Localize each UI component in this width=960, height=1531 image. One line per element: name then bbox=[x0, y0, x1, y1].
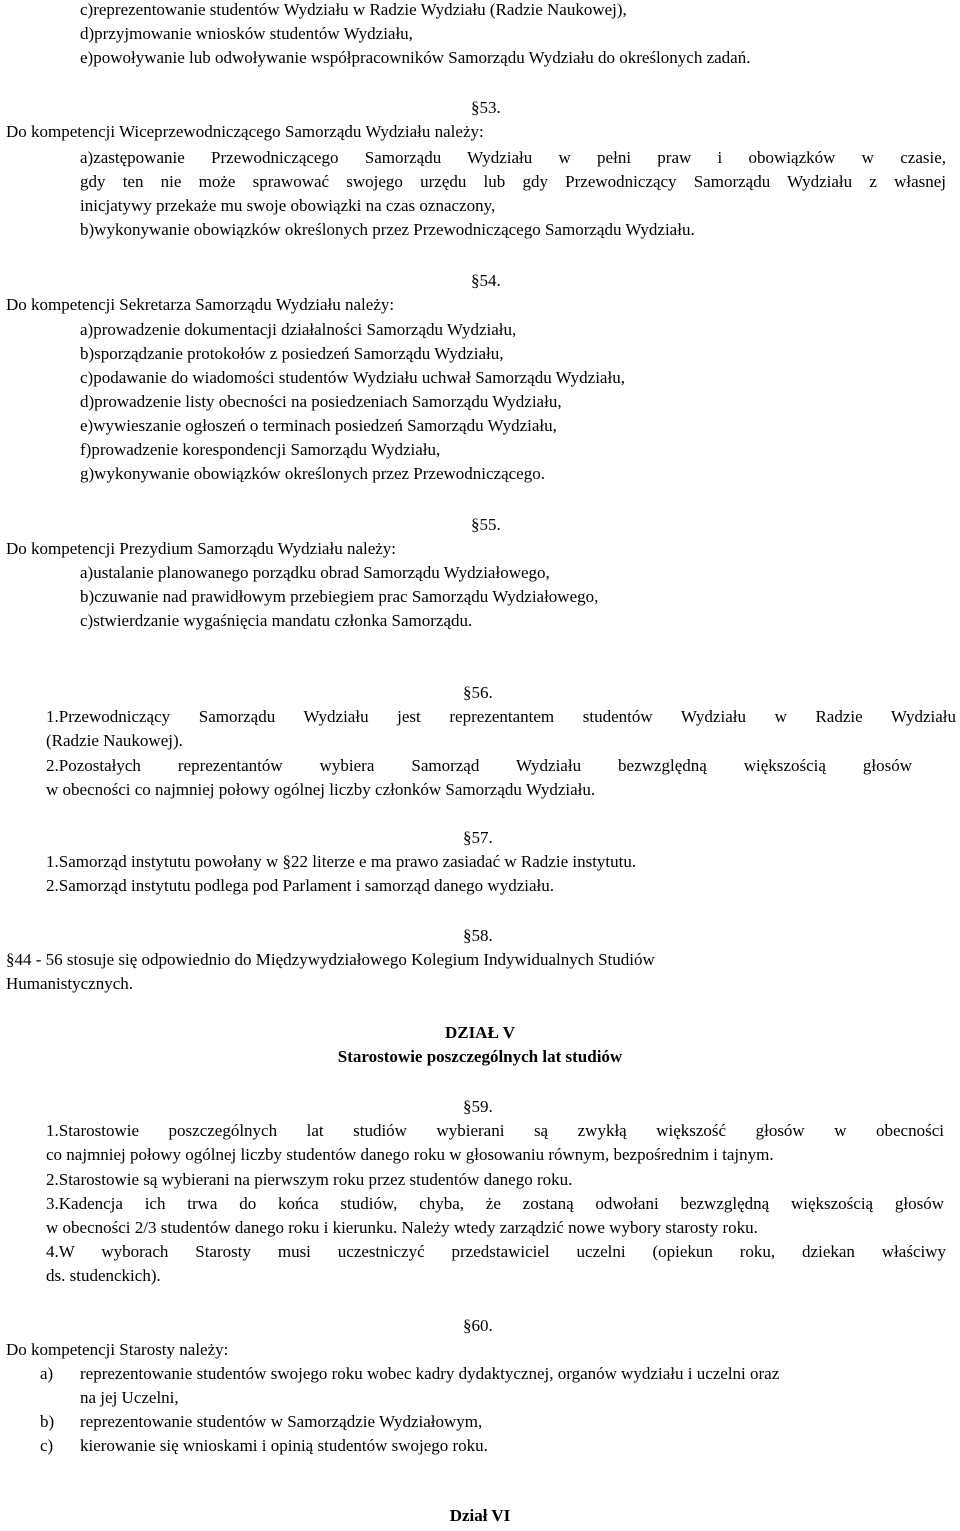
paragraph: §44 - 56 stosuje się odpowiednio do Międzywydziałowego Kolegium Indywidualnych Studiów bbox=[6, 950, 655, 969]
list-item: kierowanie się wnioskami i opinią studentów swojego roku. bbox=[80, 1436, 488, 1455]
paragraph: 2.Pozostałych reprezentantów wybiera Samorząd Wydziału bezwzględną większością głosów bbox=[46, 756, 912, 775]
list-item-continuation: gdy ten nie może sprawować swojego urzędu lub gdy Przewodniczący Samorządu Wydziału z własnej bbox=[80, 172, 946, 191]
list-item: reprezentowanie studentów w Samorządzie Wydziałowym, bbox=[80, 1412, 483, 1431]
part-title: Dział VI bbox=[449, 1506, 511, 1525]
list-item: a)zastępowanie Przewodniczącego Samorządu Wydziału w pełni praw i obowiązków w czasie, bbox=[80, 148, 946, 167]
section-intro: Do kompetencji Sekretarza Samorządu Wydziału należy: bbox=[6, 295, 395, 314]
list-item-continuation: inicjatywy przekaże mu swoje obowiązki na czas oznaczony, bbox=[80, 196, 496, 215]
section-heading-60: §60. bbox=[463, 1316, 493, 1335]
list-item: b)wykonywanie obowiązków określonych przez Przewodniczącego Samorządu Wydziału. bbox=[80, 220, 695, 239]
paragraph: 4.W wyborach Starosty musi uczestniczyć przedstawiciel uczelni (opiekun roku, dziekan właściwy bbox=[46, 1242, 946, 1261]
section-heading-54: §54. bbox=[471, 271, 501, 290]
list-item: e)wywieszanie ogłoszeń o terminach posiedzeń Samorządu Wydziału, bbox=[80, 416, 557, 435]
paragraph: 1.Przewodniczący Samorządu Wydziału jest reprezentantem studentów Wydziału w Radzie Wydziału bbox=[46, 707, 956, 726]
list-item-continuation: na jej Uczelni, bbox=[80, 1388, 179, 1407]
list-item: a)ustalanie planowanego porządku obrad Samorządu Wydziałowego, bbox=[80, 563, 550, 582]
section-heading-58: §58. bbox=[463, 926, 493, 945]
list-item: b)sporządzanie protokołów z posiedzeń Samorządu Wydziału, bbox=[80, 344, 504, 363]
paragraph: 1.Starostowie poszczególnych lat studiów wybierani są zwykłą większość głosów w obecności bbox=[46, 1121, 944, 1140]
section-heading-56: §56. bbox=[463, 683, 493, 702]
paragraph-continuation: ds. studenckich). bbox=[46, 1266, 161, 1285]
list-marker: a) bbox=[40, 1364, 54, 1383]
paragraph-continuation: Humanistycznych. bbox=[6, 974, 133, 993]
paragraph-continuation: co najmniej połowy ogólnej liczby studentów danego roku w głosowaniu równym, bezpośrednim i tajnym. bbox=[46, 1145, 774, 1164]
section-heading-53: §53. bbox=[471, 98, 501, 117]
paragraph: 2.Samorząd instytutu podlega pod Parlament i samorząd danego wydziału. bbox=[46, 876, 554, 895]
paragraph-continuation: w obecności 2/3 studentów danego roku i kierunku. Należy wtedy zarządzić nowe wybory starosty roku. bbox=[46, 1218, 758, 1237]
paragraph-continuation: (Radzie Naukowej). bbox=[46, 731, 183, 750]
list-item: c)stwierdzanie wygaśnięcia mandatu członka Samorządu. bbox=[80, 611, 473, 630]
paragraph: 3.Kadencja ich trwa do końca studiów, chyba, że zostaną odwołani bezwzględną większością głosów bbox=[46, 1194, 944, 1213]
list-item: d)przyjmowanie wniosków studentów Wydziału, bbox=[80, 24, 413, 43]
section-intro: Do kompetencji Prezydium Samorządu Wydziału należy: bbox=[6, 539, 397, 558]
list-item: reprezentowanie studentów swojego roku wobec kadry dydaktycznej, organów wydziału i uczelni oraz bbox=[80, 1364, 780, 1383]
list-item: e)powoływanie lub odwoływanie współpracowników Samorządu Wydziału do określonych zadań. bbox=[80, 48, 751, 67]
part-title: DZIAŁ V bbox=[444, 1023, 516, 1042]
list-item: c)podawanie do wiadomości studentów Wydziału uchwał Samorządu Wydziału, bbox=[80, 368, 625, 387]
list-item: a)prowadzenie dokumentacji działalności Samorządu Wydziału, bbox=[80, 320, 517, 339]
section-heading-59: §59. bbox=[463, 1097, 493, 1116]
list-marker: b) bbox=[40, 1412, 55, 1431]
list-marker: c) bbox=[40, 1436, 54, 1455]
list-item: b)czuwanie nad prawidłowym przebiegiem prac Samorządu Wydziałowego, bbox=[80, 587, 599, 606]
section-heading-57: §57. bbox=[463, 828, 493, 847]
section-intro: Do kompetencji Starosty należy: bbox=[6, 1340, 229, 1359]
list-item: c)reprezentowanie studentów Wydziału w Radzie Wydziału (Radzie Naukowej), bbox=[80, 0, 627, 19]
paragraph: 1.Samorząd instytutu powołany w §22 literze e ma prawo zasiadać w Radzie instytutu. bbox=[46, 852, 637, 871]
part-subtitle: Starostowie poszczególnych lat studiów bbox=[337, 1047, 623, 1066]
paragraph-continuation: w obecności co najmniej połowy ogólnej liczby członków Samorządu Wydziału. bbox=[46, 780, 596, 799]
list-item: f)prowadzenie korespondencji Samorządu Wydziału, bbox=[80, 440, 441, 459]
list-item: g)wykonywanie obowiązków określonych przez Przewodniczącego. bbox=[80, 464, 545, 483]
paragraph: 2.Starostowie są wybierani na pierwszym roku przez studentów danego roku. bbox=[46, 1170, 573, 1189]
section-heading-55: §55. bbox=[471, 515, 501, 534]
section-intro: Do kompetencji Wiceprzewodniczącego Samorządu Wydziału należy: bbox=[6, 122, 484, 141]
list-item: d)prowadzenie listy obecności na posiedzeniach Samorządu Wydziału, bbox=[80, 392, 562, 411]
